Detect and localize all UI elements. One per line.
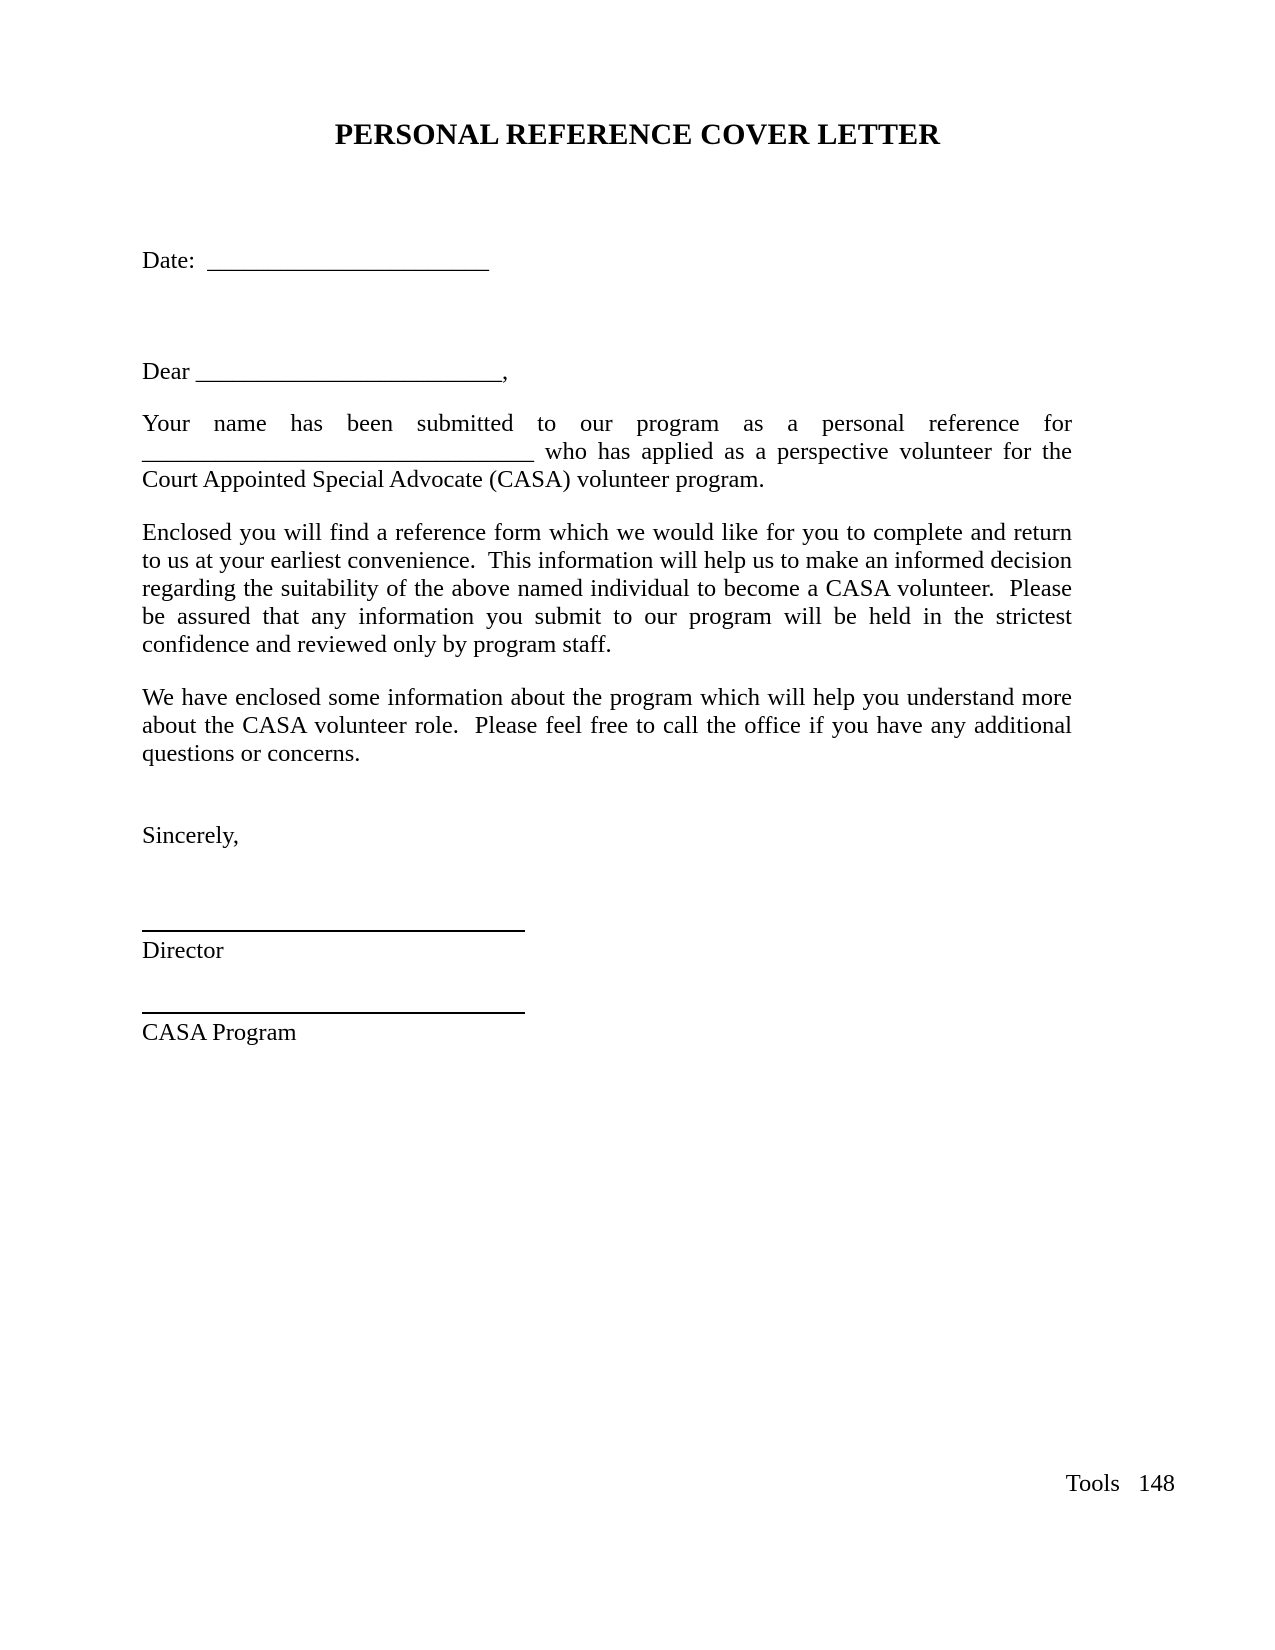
signature-label-program: CASA Program bbox=[142, 1019, 297, 1046]
closing-salutation: Sincerely, bbox=[142, 822, 240, 849]
signature-line-program bbox=[142, 1012, 525, 1014]
page-footer: Tools 148 bbox=[1065, 1470, 1175, 1497]
signature-block-program bbox=[142, 1012, 1072, 1048]
paragraph-enclosed-information: We have enclosed some information about the program which will help you understand more about the CASA volunteer role. Please feel free to call the office if you have any additional questions or concerns. bbox=[142, 684, 1079, 767]
date-field-line: Date: _______________________ bbox=[142, 247, 490, 274]
paragraph-reference-form: Enclosed you will find a reference form which we would like for you to complete and return to us at your earliest convenience. This information will help us to make an informed decision regarding the suitability of the above named individual to become a CASA volunteer. Please be assured that any information you submit to our program will be held in the strictest confidence and reviewed only by program staff. bbox=[142, 519, 1079, 658]
paragraph-submission-notice: Your name has been submitted to our program as a personal reference for ________________________________ who has applied as a perspective volunteer for the Court Appointed Special Advocate (CASA) volunteer program. bbox=[142, 410, 1079, 493]
signature-line-director bbox=[142, 930, 525, 932]
salutation-field-line: Dear _________________________, bbox=[142, 358, 509, 385]
signature-label-director: Director bbox=[142, 937, 224, 964]
page-title: PERSONAL REFERENCE COVER LETTER bbox=[334, 118, 941, 152]
signature-block-director bbox=[142, 930, 1072, 966]
